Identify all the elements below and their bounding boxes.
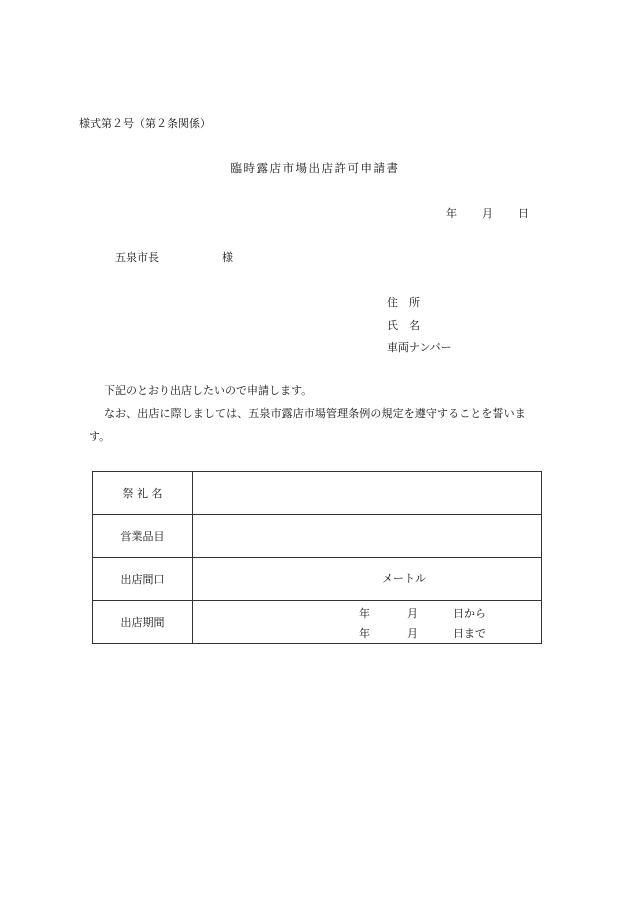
table-row-frontage xyxy=(93,558,542,601)
festival-name-label: 祭 礼 名 xyxy=(93,472,193,515)
document-title: 臨時露店市場出店許可申請書 xyxy=(230,161,400,175)
body-text-line-3: す。 xyxy=(89,430,111,443)
period-to-year: 年 xyxy=(359,627,370,640)
goods-field[interactable] xyxy=(193,515,542,558)
date-month-label: 月 xyxy=(482,207,493,220)
frontage-label: 出店間口 xyxy=(93,558,193,601)
period-to-day: 日まで xyxy=(453,627,486,640)
period-field[interactable] xyxy=(193,601,542,644)
applicant-name-label: 氏 名 xyxy=(387,319,420,332)
addressee-name: 五泉市長 xyxy=(115,251,159,264)
frontage-field[interactable] xyxy=(193,558,542,601)
applicant-vehicle-label: 車両ナンバー xyxy=(387,341,452,354)
period-label: 出店期間 xyxy=(93,601,193,644)
applicant-address-label: 住 所 xyxy=(387,296,420,309)
table-row-festival xyxy=(93,472,542,515)
body-text-line-2: なお、出店に際しましては、五泉市露店市場管理条例の規定を遵守することを誓いま xyxy=(104,407,526,420)
frontage-unit: メートル xyxy=(382,572,426,585)
goods-label: 営業品目 xyxy=(93,515,193,558)
table-row-goods xyxy=(93,515,542,558)
date-day-label: 日 xyxy=(518,207,529,220)
form-number: 様式第２号（第２条関係） xyxy=(79,117,211,130)
period-to-month: 月 xyxy=(407,627,418,640)
period-from-day: 日から xyxy=(453,607,486,620)
table-row-period xyxy=(93,601,542,644)
body-text-line-1: 下記のとおり出店したいので申請します。 xyxy=(104,384,313,397)
addressee-honorific: 様 xyxy=(222,251,233,264)
period-from-year: 年 xyxy=(359,607,370,620)
application-details-table xyxy=(92,471,542,644)
festival-name-field[interactable] xyxy=(193,472,542,515)
period-from-month: 月 xyxy=(407,607,418,620)
date-year-label: 年 xyxy=(446,207,457,220)
